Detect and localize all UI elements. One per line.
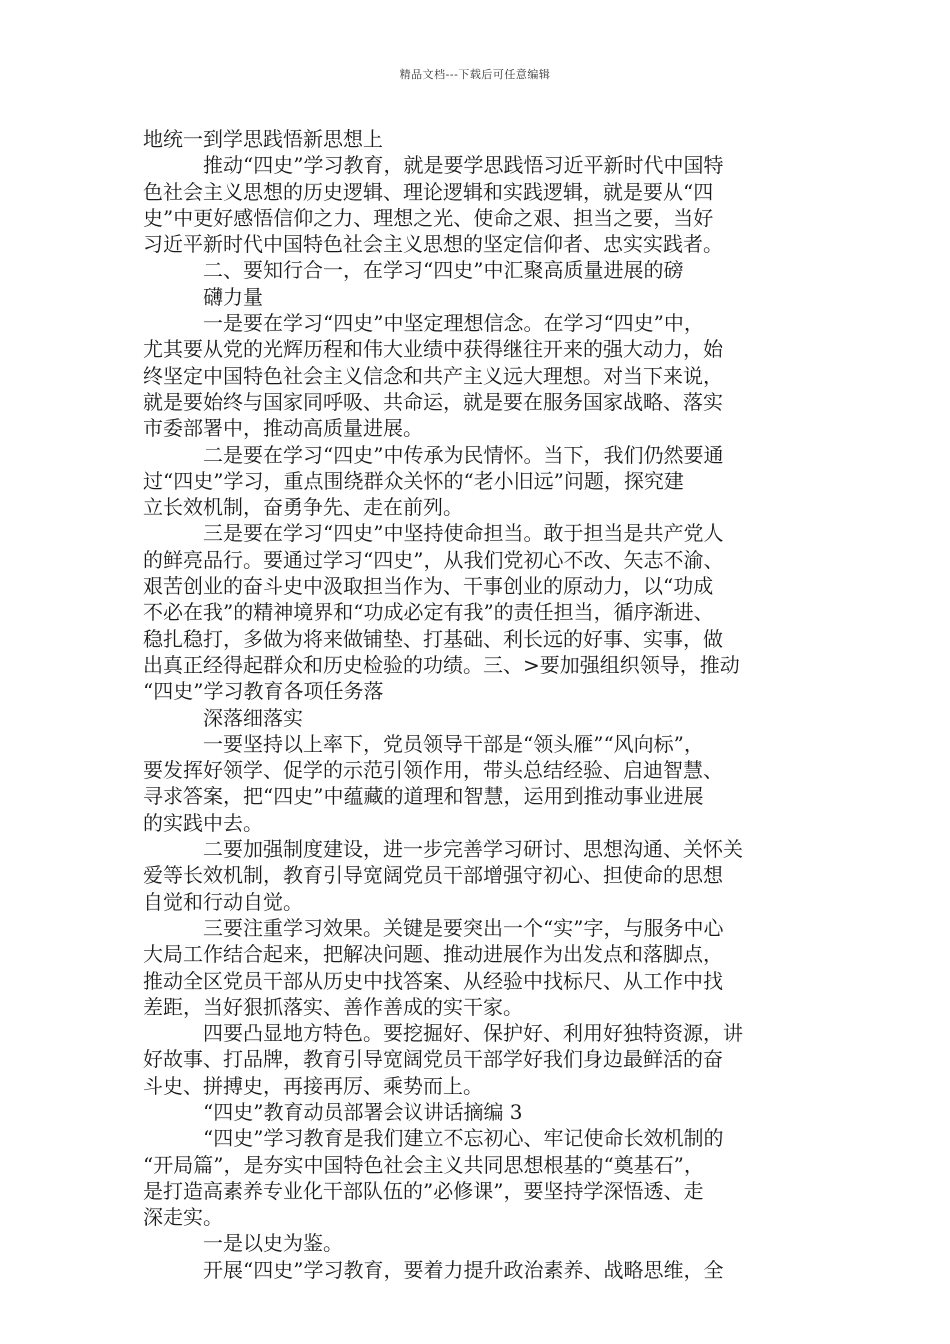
text-line: “四史”学习教育各项任务落 [143, 679, 384, 704]
text-line: 地统一到学思践悟新思想上 [143, 127, 383, 151]
text-line: 不必在我”的精神境界和“功成必定有我”的责任担当，循序渐进、 [143, 600, 714, 625]
text-line: 寻求答案，把“四史”中蕴藏的道理和智慧，运用到推动事业进展 [143, 784, 704, 809]
text-line: 要发挥好领学、促学的示范引领作用，带头总结经验、启迪智慧、 [143, 758, 723, 783]
text-line: 立长效机制，奋勇争先、走在前列。 [143, 495, 463, 520]
text-line: 爱等长效机制，教育引导宽阔党员干部增强守初心、担使命的思想 [143, 863, 723, 888]
text-line: 深走实。 [143, 1205, 223, 1230]
text-line: 的实践中去。 [143, 810, 263, 835]
text-line: 出真正经得起群众和历史检验的功绩。三、>要加强组织领导，推动 [143, 652, 740, 677]
text-line: 自觉和行动自觉。 [143, 889, 303, 914]
text-line: 史”中更好感悟信仰之力、理想之光、使命之艰、担当之要，当好 [143, 205, 714, 230]
text-line: 艰苦创业的奋斗史中汲取担当作为、干事创业的原动力，以“功成 [143, 574, 714, 599]
text-line: 三是要在学习“四史”中坚持使命担当。敢于担当是共产党人 [203, 521, 724, 546]
text-line: 一是以史为鉴。 [203, 1231, 343, 1256]
text-line: 差距，当好狠抓落实、善作善成的实干家。 [143, 994, 523, 1019]
text-line: 二要加强制度建设，进一步完善学习研讨、思想沟通、关怀关 [203, 837, 743, 862]
text-line: “四史”教育动员部署会议讲话摘编 3 [203, 1099, 523, 1124]
text-line: 一是要在学习“四史”中坚定理想信念。在学习“四史”中， [203, 311, 704, 336]
text-line: 好故事、打品牌，教育引导宽阔党员干部学好我们身边最鲜活的奋 [143, 1047, 723, 1072]
text-line: 的鲜亮品行。要通过学习“四史”，从我们党初心不改、矢志不渝、 [143, 547, 724, 572]
text-line: 开展“四史”学习教育，要着力提升政治素养、战略思维，全 [203, 1257, 724, 1282]
text-line: 色社会主义思想的历史逻辑、理论逻辑和实践逻辑，就是要从“四 [143, 179, 714, 204]
text-line: 市委部署中，推动高质量进展。 [143, 416, 423, 441]
text-line: 二是要在学习“四史”中传承为民情怀。当下，我们仍然要通 [203, 442, 724, 467]
text-line: 尤其要从党的光辉历程和伟大业绩中获得继往开来的强大动力，始 [143, 337, 723, 362]
text-line: 大局工作结合起来，把解决问题、推动进展作为出发点和落脚点， [143, 942, 723, 967]
text-line: 终坚定中国特色社会主义信念和共产主义远大理想。对当下来说， [143, 363, 723, 388]
text-line: 是打造高素养专业化干部队伍的”必修课”，要坚持学深悟透、走 [143, 1178, 704, 1203]
text-line: 礴力量 [203, 284, 263, 309]
text-line: 过“四史”学习，重点围绕群众关怀的“老小旧远”问题，探究建 [143, 468, 684, 493]
text-line: 一要坚持以上率下，党员领导干部是“领头雁”“风向标”， [203, 731, 704, 756]
text-line: 稳扎稳打，多做为将来做铺垫、打基础、利长远的好事、实事，做 [143, 626, 723, 651]
text-line: 推动“四史”学习教育，就是要学思践悟习近平新时代中国特 [203, 153, 724, 178]
text-line: 三要注重学习效果。关键是要突出一个“实”字，与服务中心 [203, 915, 724, 940]
text-line: 深落细落实 [203, 705, 303, 730]
text-line: 习近平新时代中国特色社会主义思想的坚定信仰者、忠实实践者。 [143, 232, 723, 257]
text-line: “四史”学习教育是我们建立不忘初心、牢记使命长效机制的 [203, 1126, 724, 1151]
text-line: 二、要知行合一，在学习“四史”中汇聚高质量进展的磅 [203, 258, 684, 283]
text-line: 斗史、拼搏史，再接再厉、乘势而上。 [143, 1073, 483, 1098]
page-header: 精品文档---下载后可任意编辑 [399, 68, 551, 81]
text-line: 就是要始终与国家同呼吸、共命运，就是要在服务国家战略、落实 [143, 389, 723, 414]
text-line: 推动全区党员干部从历史中找答案、从经验中找标尺、从工作中找 [143, 968, 723, 993]
document-body [143, 126, 809, 1283]
text-line: 四要凸显地方特色。要挖掘好、保护好、利用好独特资源，讲 [203, 1021, 743, 1046]
text-line: “开局篇”，是夯实中国特色社会主义共同思想根基的“奠基石”， [143, 1152, 704, 1177]
